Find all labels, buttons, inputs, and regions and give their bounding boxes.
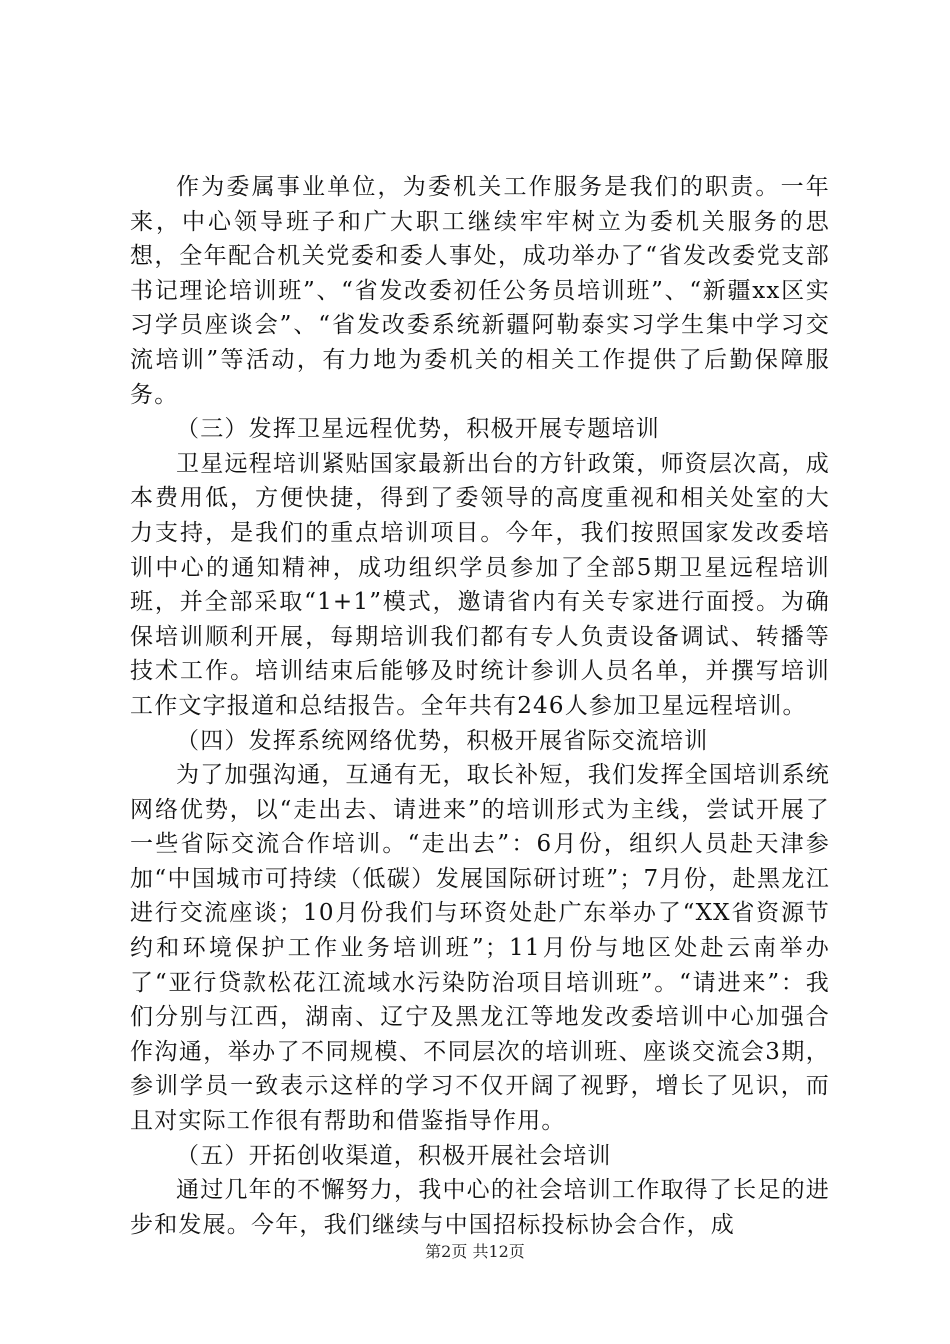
paragraph-social: 通过几年的不懈努力，我中心的社会培训工作取得了长足的进步和发展。今年，我们继续与中国招标投标协会合作，成 (130, 1177, 830, 1238)
document-body (130, 170, 830, 1242)
section-heading-satellite: （三）发挥卫星远程优势，积极开展专题培训 (176, 416, 660, 443)
paragraph-satellite: 卫星远程培训紧贴国家最新出台的方针政策，师资层次高，成本费用低，方便快捷，得到了委领导的高度重视和相关处室的大力支持，是我们的重点培训项目。今年，我们按照国家发改委培训中心的通知精神，成功组织学员参加了全部5期卫星远程培训班，并全部采取“1+1”模式，邀请省内有关专家进行面授。为确保培训顺利开展，每期培训我们都有专人负责设备调试、转播等技术工作。培训结束后能够及时统计参训人员名单，并撰写培训工作文字报道和总结报告。全年共有246人参加卫星远程培训。 (130, 450, 830, 719)
section-heading-social: （五）开拓创收渠道，积极开展社会培训 (176, 1142, 612, 1169)
section-heading-network: （四）发挥系统网络优势，积极开展省际交流培训 (176, 727, 709, 754)
paragraph-service: 作为委属事业单位，为委机关工作服务是我们的职责。一年来，中心领导班子和广大职工继续牢牢树立为委机关服务的思想，全年配合机关党委和委人事处，成功举办了“省发改委党支部书记理论培训班”、“省发改委初任公务员培训班”、“新疆xx区实习学员座谈会”、“省发改委系统新疆阿勒泰实习学生集中学习交流培训”等活动，有力地为委机关的相关工作提供了后勤保障服务。 (130, 174, 830, 408)
page-footer: 第2页 共12页 (425, 1242, 525, 1261)
paragraph-network: 为了加强沟通，互通有无，取长补短，我们发挥全国培训系统网络优势，以“走出去、请进来”的培训形式为主线，尝试开展了一些省际交流合作培训。“走出去”：6月份，组织人员赴天津参加“中国城市可持续（低碳）发展国际研讨班”；7月份，赴黑龙江进行交流座谈；10月份我们与环资处赴广东举办了“XX省资源节约和环境保护工作业务培训班”；11月份与地区处赴云南举办了“亚行贷款松花江流域水污染防治项目培训班”。“请进来”：我们分别与江西，湖南、辽宁及黑龙江等地发改委培训中心加强合作沟通，举办了不同规模、不同层次的培训班、座谈交流会3期，参训学员一致表示这样的学习不仅开阔了视野，增长了见识，而且对实际工作很有帮助和借鉴指导作用。 (130, 762, 830, 1135)
